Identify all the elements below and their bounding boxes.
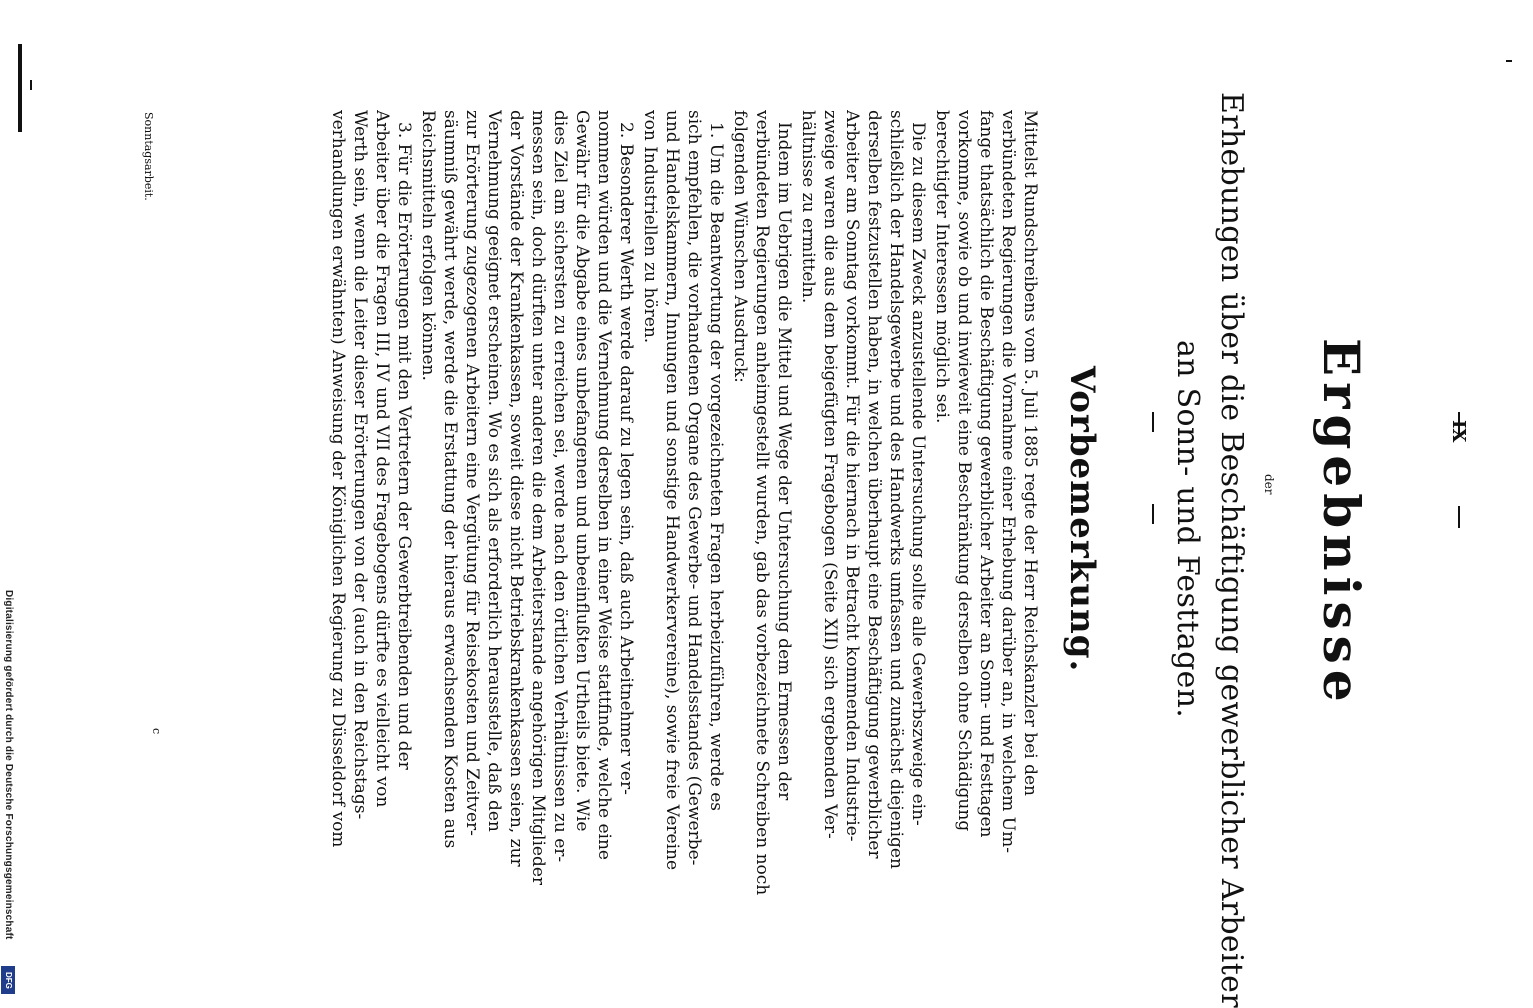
text-line: Die zu diesem Zweck anzustellende Untersuchung sollte alle Gewerbszweige ein- (908, 122, 928, 826)
text-line: messen sein, doch dürften unter anderen die dem Arbeiterstande angehörigen Mitglieder (528, 110, 548, 886)
text-line: 2. Besonderer Werth werde darauf zu legen sein, daß auch Arbeitnehmer ver- (616, 122, 636, 795)
text-line: Reichsmitteln erfolgen können. (418, 110, 438, 381)
scan-edge-mark (1506, 60, 1512, 62)
text-line: sich empfehlen, die vorhandenen Organe des Gewerbe- und Handelsstandes (Gewerbe- (684, 110, 704, 866)
text-line: 3. Für die Erörterungen mit den Vertretern der Gewerbtreibenden und der (394, 122, 414, 770)
text-line: verhandlungen erwähnten) Anweisung der Königlichen Regierung zu Düsseldorf vom (328, 110, 348, 848)
text-line: von Industriellen zu hören. (640, 110, 660, 344)
text-line: Indem im Uebrigen die Mittel und Wege der Untersuchung dem Ermessen der (774, 122, 794, 801)
page-number-dash (1458, 506, 1460, 528)
text-line: dies Ziel am sichersten zu erreichen sei, werde nach den örtlichen Verhältnissen zu er- (550, 110, 570, 863)
subtitle-line-2: an Sonn- und Festtagen. (1170, 340, 1205, 719)
text-line: schließlich der Handelsgewerbe und des Handwerks umfassen und zunächst diejenigen (886, 110, 906, 869)
digitization-credit (0, 0, 22, 1000)
separator-dash (1152, 412, 1154, 432)
text-line: folgenden Wünschen Ausdruck: (730, 110, 750, 383)
text-line: Werth sein, wenn die Leiter dieser Erörterungen von der (auch in den Reichstags- (350, 110, 370, 820)
page-title: Ergebnisse (1312, 338, 1371, 708)
footer-signature: Sonntagsarbeit. (142, 112, 155, 201)
text-line: Gewähr für die Abgabe eines unbefangenen und unbeeinflußten Urtheils biete. Wie (572, 110, 592, 832)
dfg-logo: DFG (1, 966, 15, 994)
text-line: zur Erörterung zugezogenen Arbeitern eine Vergütung für Reisekosten und Zeitver- (462, 110, 482, 836)
text-line: säumniß gewährt werde, werde die Erstattung der hieraus erwachsenden Kosten aus (440, 110, 460, 849)
section-heading: Vorbemerkung. (1062, 366, 1102, 673)
text-line: 1. Um die Beantwortung der vorgezeichneten Fragen herbeizuführen, werde es (706, 122, 726, 811)
page-number: IX (1448, 420, 1469, 443)
text-line: Mittelst Rundschreibens vom 5. Juli 1885 regte der Herr Reichskanzler bei den (1020, 110, 1040, 796)
text-line: vorkomme, sowie ob und inwieweit eine Beschränkung derselben ohne Schädigung (954, 110, 974, 832)
text-line: berechtigter Interessen möglich sei. (932, 110, 952, 424)
text-line: der Vorstände der Krankenkassen, soweit diese nicht Betriebskrankenkassen seien, zur (506, 110, 526, 867)
text-line: und Handelskammern, Innungen und sonstige Handwerkervereine), sowie freie Vereine (662, 110, 682, 871)
text-line: derselben festzustellen haben, in welchen überhaupt eine Beschäftigung gewerblicher (864, 110, 884, 859)
text-line: Arbeiter über die Fragen III, IV und VII des Fragebogens dürfte es vielleicht von (372, 110, 392, 808)
text-line: verbündeten Regierungen die Vornahme einer Erhebung darüber an, in welchem Um- (998, 110, 1018, 853)
title-article: der (1262, 474, 1276, 495)
text-line: nommen würden und die Vernehmung derselben in einer Weise stattfinde, welche eine (594, 110, 614, 860)
text-line: Vernehmung geeignet erscheinen. Wo es sich als erforderlich herausstelle, daß den (484, 110, 504, 832)
text-line: verbündeten Regierungen anheimgestellt wurden, gab das vorbezeichnete Schreiben noch (752, 110, 772, 896)
text-line: hältnisse zu ermitteln. (798, 110, 818, 304)
subtitle-line-1: Erhebungen über die Beschäftigung gewerblicher Arbeiter (1214, 92, 1249, 1008)
text-line: Arbeiter am Sonntag vorkommt. Für die hiernach in Betracht kommenden Industrie- (842, 110, 862, 842)
footer-mark: c (150, 728, 163, 735)
scan-edge-strip (30, 80, 32, 90)
credit-text: Digitalisierung gefördert durch die Deutsche Forschungsgemeinschaft (3, 590, 14, 940)
separator-dash (1152, 504, 1154, 524)
text-line: zweige waren die aus dem beigefügten Fragebogen (Seite XII) sich ergebenden Ver- (820, 110, 840, 839)
text-line: fange thatsächlich die Beschäftigung gewerblicher Arbeiter an Sonn- und Festtagen (976, 110, 996, 838)
